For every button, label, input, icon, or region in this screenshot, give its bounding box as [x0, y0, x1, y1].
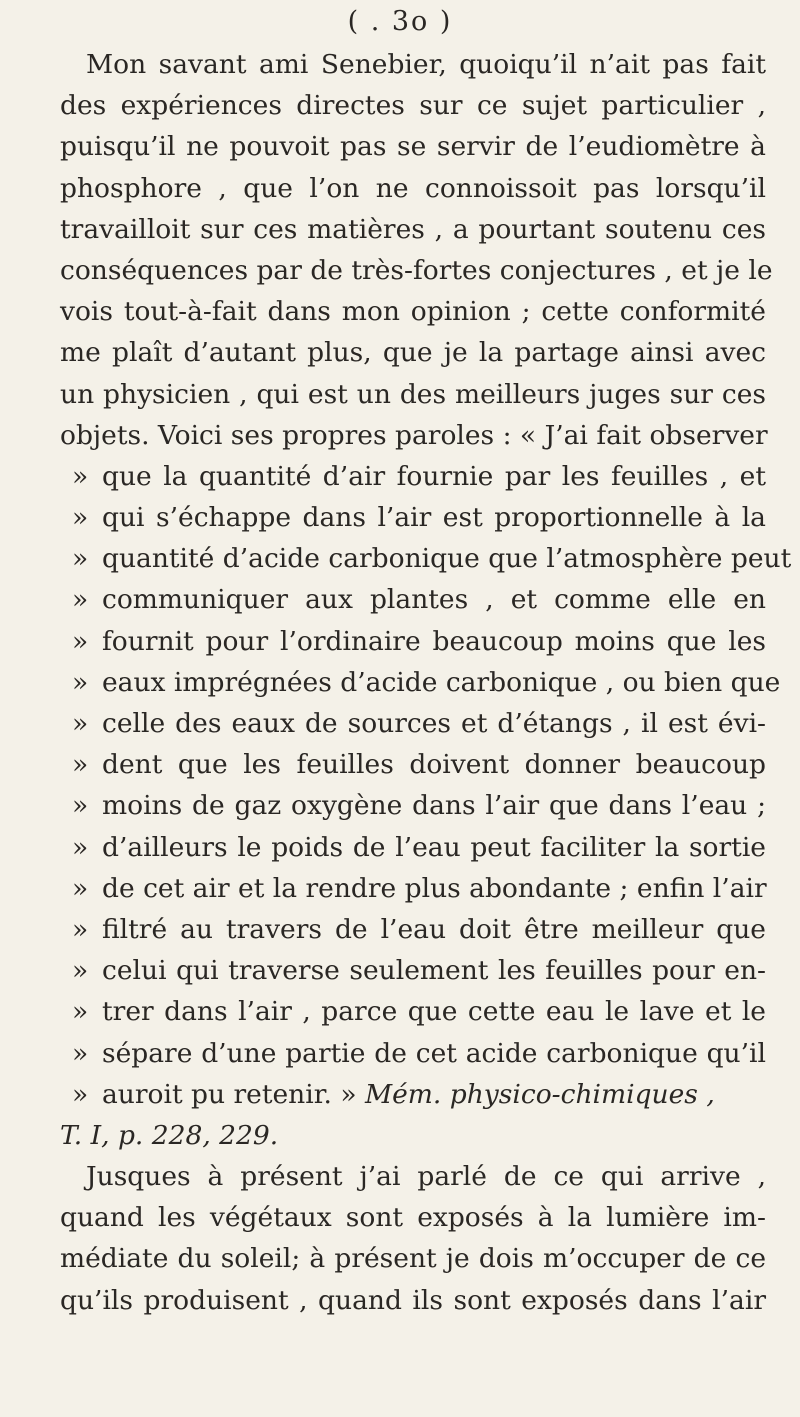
text-line	[60, 868, 766, 909]
text-line	[60, 209, 766, 250]
line-text: qu’ils produisent , quand ils sont exposés dans l’air	[60, 1284, 766, 1316]
line-text: Jusques à présent j’ai parlé de ce qui arrive ,	[86, 1161, 766, 1193]
text-line	[60, 909, 766, 950]
text-line	[60, 1074, 766, 1115]
quote-mark: »	[72, 1078, 89, 1110]
line-text: travailloit sur ces matières , a pourtant soutenu ces	[60, 213, 766, 245]
page-number: ( . 3o )	[347, 6, 453, 37]
line-text: celui qui traverse seulement les feuilles pour en-	[102, 955, 766, 987]
quote-mark: »	[72, 460, 89, 492]
text-line	[60, 991, 766, 1032]
text-line	[60, 950, 766, 991]
text-line	[60, 744, 766, 785]
line-text: auroit pu retenir. »	[102, 1078, 357, 1110]
quote-mark: »	[72, 584, 89, 616]
body-text	[60, 44, 792, 1321]
text-line	[60, 1238, 766, 1279]
quote-mark: »	[72, 543, 89, 575]
text-line	[60, 703, 766, 744]
text-line	[60, 1115, 766, 1156]
text-line	[60, 1197, 766, 1238]
quote-mark: »	[72, 749, 89, 781]
text-line	[60, 662, 781, 703]
quote-mark: »	[72, 708, 89, 739]
line-text: me plaît d’autant plus, que je la partage ainsi avec	[60, 337, 766, 369]
line-text: puisqu’il ne pouvoit pas se servir de l’eudiomètre à	[60, 131, 766, 163]
quote-mark: »	[72, 625, 89, 657]
line-text: d’ailleurs le poids de l’eau peut faciliter la sortie	[102, 831, 766, 863]
line-text: un physicien , qui est un des meilleurs juges sur ces	[60, 378, 766, 410]
line-text: celle des eaux de sources et d’étangs , il est évi-	[102, 708, 766, 739]
text-line	[60, 415, 766, 456]
text-line	[60, 827, 766, 868]
line-text: qui s’échappe dans l’air est proportionnelle à la	[102, 502, 766, 534]
line-text: fournit pour l’ordinaire beaucoup moins que les	[102, 625, 766, 657]
text-line	[60, 374, 766, 415]
text-line	[60, 85, 766, 126]
text-line	[60, 126, 766, 167]
line-text: conséquences par de très-fortes conjectures , et je le	[60, 254, 773, 286]
line-text: objets. Voici ses propres paroles : « J’ai fait observer	[60, 419, 768, 451]
line-text: filtré au travers de l’eau doit être meilleur que	[102, 913, 766, 945]
line-text: phosphore , que l’on ne connoissoit pas lorsqu’il	[60, 172, 766, 204]
quote-mark: »	[72, 502, 89, 534]
text-line	[60, 579, 766, 620]
text-line	[60, 250, 773, 291]
quote-mark: »	[72, 955, 89, 987]
citation: T. I, p. 228, 229.	[60, 1119, 279, 1151]
line-text: de cet air et la rendre plus abondante ; enfin l’air	[102, 872, 767, 904]
quote-mark: »	[72, 996, 89, 1028]
text-line	[60, 1156, 766, 1197]
line-text: que la quantité d’air fournie par les feuilles , et	[102, 460, 766, 492]
line-text: trer dans l’air , parce que cette eau le lave et le	[102, 996, 766, 1028]
line-text: dent que les feuilles doivent donner beaucoup	[102, 749, 766, 781]
quote-mark: »	[72, 872, 89, 904]
quote-mark: »	[72, 913, 89, 945]
line-text: vois tout-à-fait dans mon opinion ; cette conformité	[60, 296, 766, 328]
text-line	[60, 538, 792, 579]
line-text: moins de gaz oxygène dans l’air que dans l’eau ;	[102, 790, 766, 822]
text-line	[60, 168, 766, 209]
quote-mark: »	[72, 831, 89, 863]
text-line	[60, 291, 766, 332]
text-line	[60, 497, 766, 538]
quote-mark: »	[72, 1037, 89, 1069]
quote-mark: »	[72, 666, 89, 698]
text-line	[60, 332, 766, 373]
citation: Mém. physico-chimiques ,	[364, 1078, 715, 1110]
line-text: eaux imprégnées d’acide carbonique , ou bien que	[102, 666, 781, 698]
text-line	[60, 1033, 766, 1074]
text-line	[60, 44, 766, 85]
text-line	[60, 456, 766, 497]
line-text: médiate du soleil; à présent je dois m’occuper de ce	[60, 1243, 766, 1275]
line-text: quantité d’acide carbonique que l’atmosphère peut	[102, 543, 792, 575]
text-line	[60, 1280, 766, 1321]
line-text: quand les végétaux sont exposés à la lumière im-	[60, 1202, 766, 1234]
text-line	[60, 621, 766, 662]
line-text: communiquer aux plantes , et comme elle en	[102, 584, 766, 616]
line-text: des expériences directes sur ce sujet particulier ,	[60, 90, 766, 122]
text-line	[60, 785, 766, 826]
line-text: sépare d’une partie de cet acide carbonique qu’il	[102, 1037, 766, 1069]
line-text: Mon savant ami Senebier, quoiqu’il n’ait pas fait	[86, 49, 766, 80]
quote-mark: »	[72, 790, 89, 822]
